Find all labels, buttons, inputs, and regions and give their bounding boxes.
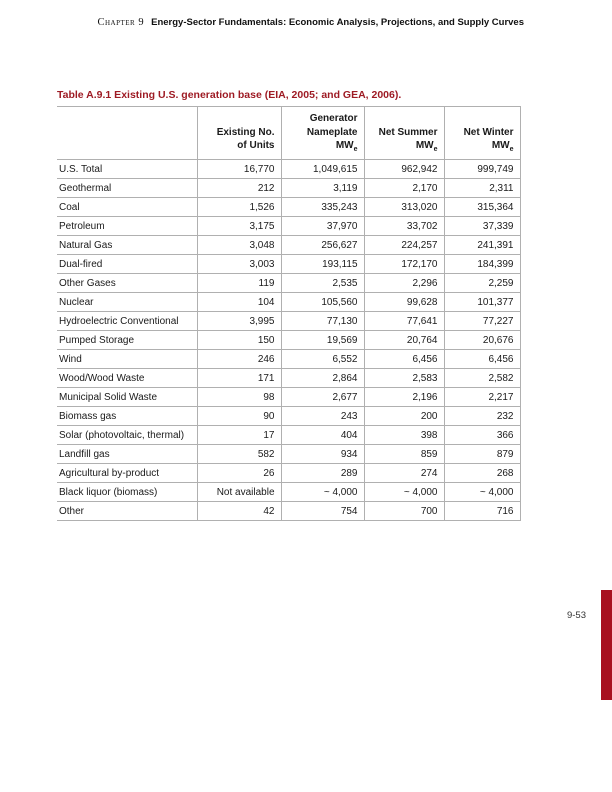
cell-row-label: Pumped Storage xyxy=(57,331,197,350)
cell-net-winter-mw: 268 xyxy=(444,464,520,483)
page-number: 9-53 xyxy=(566,610,586,621)
cell-existing-units: 42 xyxy=(197,502,281,521)
cell-net-summer-mw: 2,583 xyxy=(364,369,444,388)
cell-row-label: Petroleum xyxy=(57,217,197,236)
header-line1: Net Winter xyxy=(463,126,514,138)
cell-net-summer-mw: 224,257 xyxy=(364,236,444,255)
cell-net-winter-mw: 37,339 xyxy=(444,217,520,236)
table-row xyxy=(57,445,520,464)
table-row xyxy=(57,198,520,217)
cell-net-winter-mw: 241,391 xyxy=(444,236,520,255)
table-row xyxy=(57,388,520,407)
table-row xyxy=(57,255,520,274)
table-row xyxy=(57,502,520,521)
cell-nameplate-mw: 754 xyxy=(281,502,364,521)
table-row xyxy=(57,293,520,312)
cell-net-winter-mw: 2,311 xyxy=(444,179,520,198)
cell-net-summer-mw: 313,020 xyxy=(364,198,444,217)
cell-existing-units: 104 xyxy=(197,293,281,312)
cell-existing-units: 26 xyxy=(197,464,281,483)
cell-existing-units: 171 xyxy=(197,369,281,388)
cell-net-summer-mw: 200 xyxy=(364,407,444,426)
table-row xyxy=(57,160,520,179)
cell-net-summer-mw: 2,296 xyxy=(364,274,444,293)
header-line1: Generator xyxy=(309,113,358,124)
column-header-generator-nameplate xyxy=(281,107,364,160)
cell-net-summer-mw: ~ 4,000 xyxy=(364,483,444,502)
cell-existing-units: 3,003 xyxy=(197,255,281,274)
cell-net-winter-mw: 184,399 xyxy=(444,255,520,274)
cell-existing-units: 119 xyxy=(197,274,281,293)
cell-existing-units: 16,770 xyxy=(197,160,281,179)
cell-nameplate-mw: 6,552 xyxy=(281,350,364,369)
cell-existing-units: 90 xyxy=(197,407,281,426)
cell-existing-units: 212 xyxy=(197,179,281,198)
table-row xyxy=(57,407,520,426)
cell-row-label: Agricultural by-product xyxy=(57,464,197,483)
cell-row-label: Solar (photovoltaic, thermal) xyxy=(57,426,197,445)
table-row xyxy=(57,312,520,331)
cell-nameplate-mw: 2,535 xyxy=(281,274,364,293)
cell-nameplate-mw: 289 xyxy=(281,464,364,483)
cell-net-winter-mw: 232 xyxy=(444,407,520,426)
cell-nameplate-mw: 1,049,615 xyxy=(281,160,364,179)
cell-nameplate-mw: 105,560 xyxy=(281,293,364,312)
cell-row-label: Nuclear xyxy=(57,293,197,312)
cell-existing-units: 246 xyxy=(197,350,281,369)
cell-row-label: Hydroelectric Conventional xyxy=(57,312,197,331)
cell-net-summer-mw: 398 xyxy=(364,426,444,445)
cell-net-summer-mw: 6,456 xyxy=(364,350,444,369)
cell-net-summer-mw: 859 xyxy=(364,445,444,464)
header-subscript: e xyxy=(353,146,358,153)
cell-row-label: Wood/Wood Waste xyxy=(57,369,197,388)
cell-row-label: Landfill gas xyxy=(57,445,197,464)
cell-nameplate-mw: 2,677 xyxy=(281,388,364,407)
cell-nameplate-mw: 2,864 xyxy=(281,369,364,388)
column-header-existing-units xyxy=(197,107,281,160)
cell-nameplate-mw: 335,243 xyxy=(281,198,364,217)
cell-row-label: Geothermal xyxy=(57,179,197,198)
cell-existing-units: 98 xyxy=(197,388,281,407)
generation-base-table xyxy=(57,106,521,521)
cell-row-label: Municipal Solid Waste xyxy=(57,388,197,407)
header-line2: of Units xyxy=(237,140,275,151)
cell-nameplate-mw: 243 xyxy=(281,407,364,426)
table-row xyxy=(57,331,520,350)
running-head xyxy=(98,17,525,28)
cell-nameplate-mw: 934 xyxy=(281,445,364,464)
page-edge-bar xyxy=(601,590,612,700)
cell-existing-units: 3,175 xyxy=(197,217,281,236)
cell-net-winter-mw: 20,676 xyxy=(444,331,520,350)
header-subscript: e xyxy=(433,146,438,153)
header-line2: Nameplate MW xyxy=(306,126,358,151)
table-row xyxy=(57,369,520,388)
cell-existing-units: Not available xyxy=(197,483,281,502)
cell-row-label: Natural Gas xyxy=(57,236,197,255)
cell-row-label: Black liquor (biomass) xyxy=(57,483,197,502)
header-line2: MW xyxy=(491,140,510,151)
table-header-row xyxy=(57,107,520,160)
cell-row-label: Biomass gas xyxy=(57,407,197,426)
cell-net-winter-mw: 77,227 xyxy=(444,312,520,331)
cell-nameplate-mw: 37,970 xyxy=(281,217,364,236)
cell-nameplate-mw: ~ 4,000 xyxy=(281,483,364,502)
table-row xyxy=(57,464,520,483)
column-header-net-winter xyxy=(444,107,520,160)
cell-row-label: Coal xyxy=(57,198,197,217)
cell-net-winter-mw: 2,217 xyxy=(444,388,520,407)
chapter-title: Energy-Sector Fundamentals: Economic Analysis, Projections, and Supply Curves xyxy=(151,17,524,28)
cell-row-label: Dual-fired xyxy=(57,255,197,274)
cell-net-summer-mw: 33,702 xyxy=(364,217,444,236)
cell-net-summer-mw: 172,170 xyxy=(364,255,444,274)
cell-net-summer-mw: 962,942 xyxy=(364,160,444,179)
cell-net-winter-mw: 315,364 xyxy=(444,198,520,217)
corner-cell xyxy=(57,107,197,160)
cell-net-winter-mw: 6,456 xyxy=(444,350,520,369)
chapter-label: Chapter 9 xyxy=(97,17,145,28)
cell-nameplate-mw: 404 xyxy=(281,426,364,445)
table-row xyxy=(57,236,520,255)
table-row xyxy=(57,426,520,445)
cell-nameplate-mw: 193,115 xyxy=(281,255,364,274)
table-title: Table A.9.1 Existing U.S. generation base (EIA, 2005; and GEA, 2006). xyxy=(57,89,402,101)
cell-nameplate-mw: 77,130 xyxy=(281,312,364,331)
cell-existing-units: 1,526 xyxy=(197,198,281,217)
cell-net-winter-mw: ~ 4,000 xyxy=(444,483,520,502)
cell-row-label: Other xyxy=(57,502,197,521)
cell-net-summer-mw: 700 xyxy=(364,502,444,521)
cell-net-winter-mw: 999,749 xyxy=(444,160,520,179)
cell-row-label: U.S. Total xyxy=(57,160,197,179)
header-line1: Existing No. xyxy=(216,126,275,138)
cell-nameplate-mw: 19,569 xyxy=(281,331,364,350)
cell-net-summer-mw: 99,628 xyxy=(364,293,444,312)
cell-net-winter-mw: 2,259 xyxy=(444,274,520,293)
cell-net-winter-mw: 879 xyxy=(444,445,520,464)
table-row xyxy=(57,217,520,236)
cell-nameplate-mw: 3,119 xyxy=(281,179,364,198)
table-row xyxy=(57,350,520,369)
cell-row-label: Wind xyxy=(57,350,197,369)
table-row xyxy=(57,179,520,198)
cell-net-winter-mw: 366 xyxy=(444,426,520,445)
cell-existing-units: 3,995 xyxy=(197,312,281,331)
cell-net-summer-mw: 2,196 xyxy=(364,388,444,407)
cell-net-summer-mw: 2,170 xyxy=(364,179,444,198)
cell-net-summer-mw: 20,764 xyxy=(364,331,444,350)
header-line1: Net Summer xyxy=(378,126,438,138)
header-line2: MW xyxy=(415,140,434,151)
table-row xyxy=(57,483,520,502)
cell-existing-units: 3,048 xyxy=(197,236,281,255)
cell-row-label: Other Gases xyxy=(57,274,197,293)
cell-net-winter-mw: 101,377 xyxy=(444,293,520,312)
cell-net-winter-mw: 716 xyxy=(444,502,520,521)
table-row xyxy=(57,274,520,293)
cell-existing-units: 17 xyxy=(197,426,281,445)
cell-net-summer-mw: 274 xyxy=(364,464,444,483)
cell-nameplate-mw: 256,627 xyxy=(281,236,364,255)
header-subscript: e xyxy=(509,146,514,153)
column-header-net-summer xyxy=(364,107,444,160)
cell-net-winter-mw: 2,582 xyxy=(444,369,520,388)
cell-existing-units: 150 xyxy=(197,331,281,350)
cell-existing-units: 582 xyxy=(197,445,281,464)
cell-net-summer-mw: 77,641 xyxy=(364,312,444,331)
